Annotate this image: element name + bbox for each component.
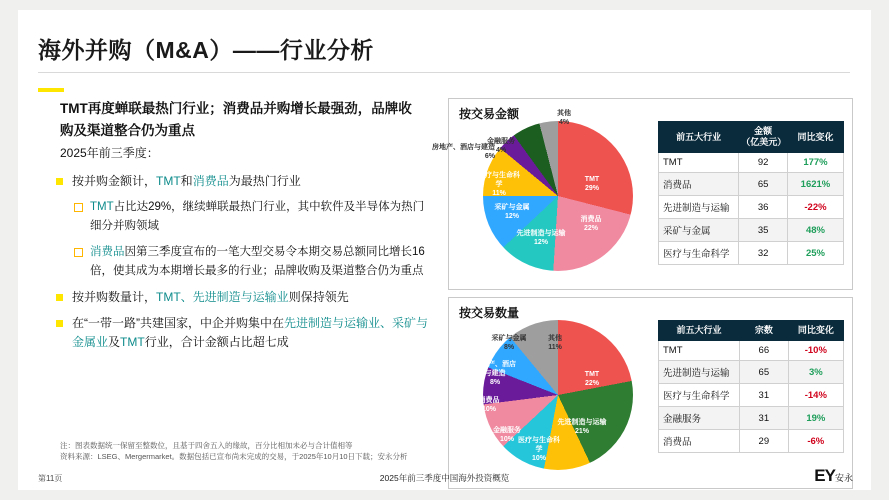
th-change: 同比变化 [787, 122, 843, 153]
table-row [659, 407, 844, 430]
slice-label-manufacturing: 先进制造与运输 12% [516, 230, 566, 246]
cell-value: 65 [740, 361, 789, 384]
bullet-text: 按并购数量计，TMT、先进制造与运输业则保持领先 [72, 290, 349, 304]
bullet-text: TMT占比达29%，继续蝉联最热门行业，其中软件及半导体为热门细分并购领域 [90, 201, 425, 232]
cell-industry: 消费品 [659, 173, 739, 196]
chart-title-count: 按交易数量 [459, 306, 520, 320]
cell-change: 48% [787, 219, 843, 242]
cell-value: 31 [740, 407, 789, 430]
chart-panel-deal-count [448, 297, 853, 489]
slice-label-tmt: TMT 29% [584, 176, 600, 192]
cell-value: 92 [739, 153, 788, 173]
bullet-text: 按并购金额计，TMT和消费品为最热门行业 [72, 174, 301, 188]
lead-statement: TMT再度蝉联最热门行业；消费品并购增长最强劲，品牌收购及渠道整合仍为重点 [60, 101, 412, 138]
bullet-list [54, 172, 434, 359]
cell-value: 66 [740, 341, 789, 361]
slice-label-other: 其他 4% [557, 110, 571, 126]
cell-industry: TMT [659, 341, 740, 361]
cell-change: -10% [788, 341, 843, 361]
cell-industry: TMT [659, 153, 739, 173]
cell-change: -14% [788, 384, 843, 407]
cell-change: 3% [788, 361, 843, 384]
note-line-2: 资料来源：LSEG、Mergermarket。数据包括已宣布尚未完成的交易，于2025年10月10日下载；安永分析 [60, 452, 408, 461]
list-item [54, 314, 434, 352]
table-deal-value [658, 121, 844, 265]
cell-value: 32 [739, 242, 788, 265]
cell-industry: 医疗与生命科学 [659, 242, 739, 265]
accent-bar [38, 88, 64, 92]
cell-value: 31 [740, 384, 789, 407]
source-note [60, 440, 430, 462]
th-amount: 金额 （亿美元） [739, 122, 788, 153]
slice-label-financial: 金融服务 4% [487, 138, 515, 154]
th-industry: 前五大行业 [659, 122, 739, 153]
cell-change: 177% [787, 153, 843, 173]
slice-label-consumer: 消费品 22% [580, 216, 602, 232]
cell-industry: 医疗与生命科学 [659, 384, 740, 407]
list-item [72, 243, 434, 281]
page-title: 海外并购（M&A）——行业分析 [38, 37, 374, 63]
chart-panel-deal-value [432, 98, 853, 290]
table-row [659, 430, 844, 453]
slice-label-manufacturing: 先进制造与运输 21% [557, 419, 607, 435]
table-row [659, 219, 844, 242]
cell-change: -22% [787, 196, 843, 219]
th-change: 同比变化 [788, 321, 843, 341]
cell-value: 65 [739, 173, 788, 196]
slice-label-mining: 采矿与金属 8% [491, 335, 527, 351]
th-industry: 前五大行业 [659, 321, 740, 341]
brand-logo [814, 466, 853, 486]
table-row [659, 242, 844, 265]
chart-title-value: 按交易金额 [459, 107, 520, 121]
period-subhead: 2025年前三季度： [60, 146, 159, 160]
slice-label-realestate: 房地产、酒店与建造 8% [474, 361, 516, 386]
slice-label-health: 医疗与生命科学 10% [518, 437, 560, 462]
cell-change: -6% [788, 430, 843, 453]
table-row [659, 196, 844, 219]
slice-label-health: 医疗与生命科学 11% [478, 172, 520, 197]
pie-chart-count [453, 314, 653, 486]
table-header-row [659, 321, 844, 341]
bullet-text: 在“一带一路”共建国家，中企并购集中在先进制造与运输业、采矿与金属业及TMT行业，合计金额占比超七成 [72, 316, 429, 349]
cell-change: 19% [788, 407, 843, 430]
list-item [54, 172, 434, 191]
cell-value: 36 [739, 196, 788, 219]
cell-industry: 消费品 [659, 430, 740, 453]
page-number: 第11页 [38, 474, 63, 483]
title-divider [38, 72, 850, 73]
cell-change: 1621% [787, 173, 843, 196]
cell-industry: 金融服务 [659, 407, 740, 430]
cell-value: 29 [740, 430, 789, 453]
list-item [72, 198, 434, 236]
slice-label-mining: 采矿与金属 12% [494, 204, 530, 220]
slice-label-consumer: 消费品 10% [478, 397, 500, 413]
cell-industry: 采矿与金属 [659, 219, 739, 242]
list-item [54, 288, 434, 307]
cell-industry: 先进制造与运输 [659, 361, 740, 384]
table-row [659, 361, 844, 384]
table-row [659, 341, 844, 361]
cell-value: 35 [739, 219, 788, 242]
slide [18, 10, 871, 490]
table-header-row [659, 122, 844, 153]
th-count: 宗数 [740, 321, 789, 341]
table-row [659, 173, 844, 196]
slice-label-realestate: 房地产、酒店与建造 6% [432, 144, 495, 160]
note-line-1: 注：图表数据统一保留至整数位，且基于四舍五入的缘故，百分比相加未必与合计值相等 [60, 441, 353, 450]
table-row [659, 384, 844, 407]
slice-label-other: 其他 11% [548, 335, 562, 351]
cell-change: 25% [787, 242, 843, 265]
brand-subtext: 安永 [834, 473, 853, 483]
table-row [659, 153, 844, 173]
slice-label-tmt: TMT 22% [584, 371, 600, 387]
table-deal-count [658, 320, 844, 453]
bullet-text: 消费品因第三季度宣布的一笔大型交易令本期交易总额同比增长16倍，使其成为本期增长最多的行业；品牌收购及渠道整合仍为重点 [90, 246, 425, 277]
brand-text: EY [814, 466, 835, 485]
cell-industry: 先进制造与运输 [659, 196, 739, 219]
slice-label-financial: 金融服务 10% [493, 427, 521, 443]
footer-title: 2025年前三季度中国海外投资概览 [379, 473, 510, 483]
